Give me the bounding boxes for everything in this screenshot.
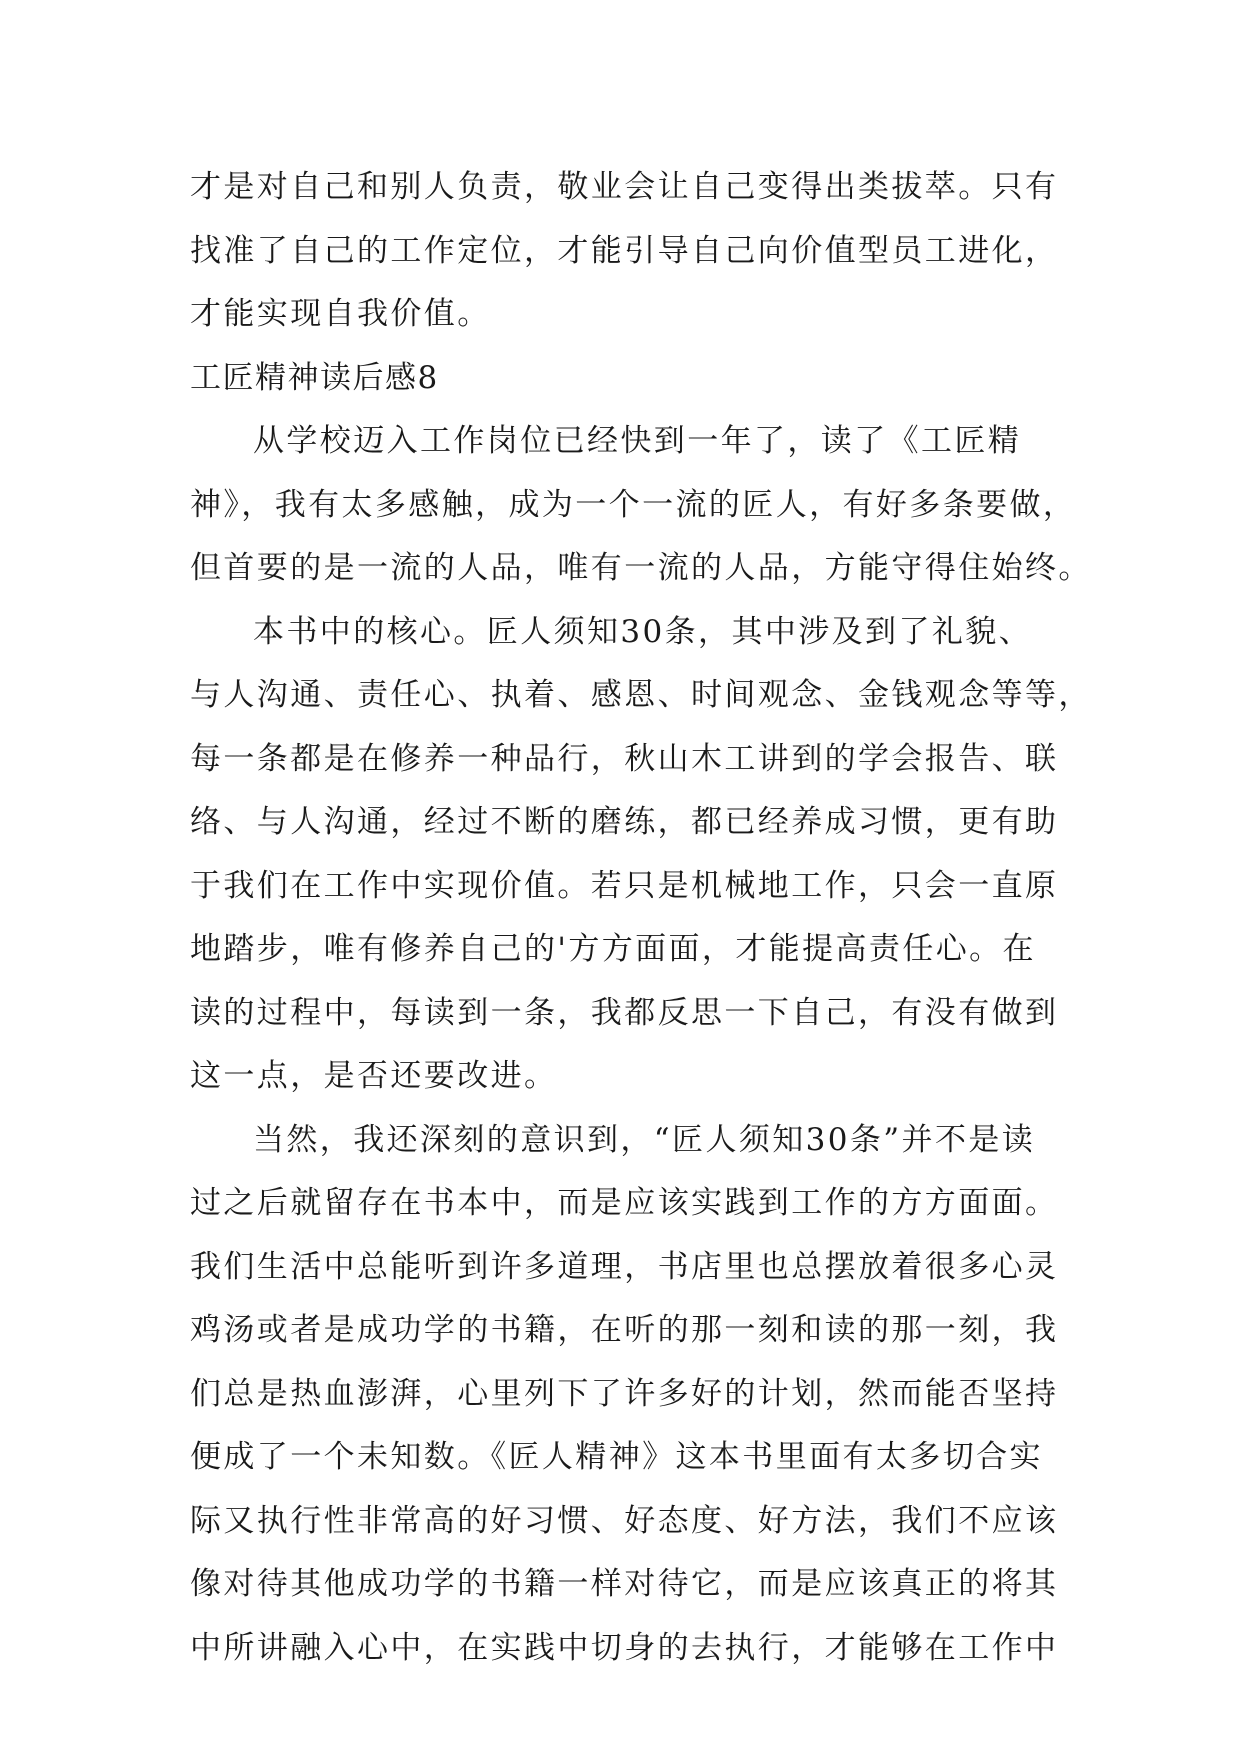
document-body [190,156,1090,1680]
text-line: 读的过程中，每读到一条，我都反思一下自己，有没有做到 [190,994,1059,1031]
text-line: 鸡汤或者是成功学的书籍，在听的那一刻和读的那一刻，我 [190,1312,1059,1348]
text-line: 与人沟通、责任心、执着、感恩、时间观念、金钱观念等等， [190,677,1092,713]
text-line: 才是对自己和别人负责，敬业会让自己变得出类拔萃。只有 [190,169,1059,205]
paragraph-reflection [190,1109,1090,1681]
text-line: 当然，我还深刻的意识到，“匠人须知30条”并不是读 [253,1121,1036,1158]
text-line: 像对待其他成功学的书籍一样对待它，而是应该真正的将其 [190,1566,1059,1602]
text-line: 际又执行性非常高的好习惯、好态度、好方法，我们不应该 [190,1502,1059,1539]
paragraph-core [190,601,1090,1109]
text-line: 我们生活中总能听到许多道理，书店里也总摆放着很多心灵 [190,1248,1059,1285]
text-line: 过之后就留存在书本中，而是应该实践到工作的方方面面。 [190,1185,1059,1221]
text-line: 神》，我有太多感触，成为一个一流的匠人，有好多条要做， [190,486,1077,523]
text-line: 每一条都是在修养一种品行，秋山木工讲到的学会报告、联 [190,740,1059,777]
paragraph-intro [190,410,1090,601]
text-line: 但首要的是一流的人品，唯有一流的人品，方能守得住始终。 [190,550,1092,586]
text-line: 络、与人沟通，经过不断的磨练，都已经养成习惯，更有助 [190,804,1059,840]
text-line: 找准了自己的工作定位，才能引导自己向价值型员工进化， [190,232,1059,269]
text-line: 们总是热血澎湃，心里列下了许多好的计划，然而能否坚持 [190,1375,1059,1412]
text-line: 本书中的核心。匠人须知30条，其中涉及到了礼貌、 [253,613,1033,650]
text-line: 便成了一个未知数。《匠人精神》这本书里面有太多切合实 [190,1439,1043,1475]
text-line: 这一点，是否还要改进。 [190,1058,558,1094]
text-line: 地踏步，唯有修养自己的'方方面面，才能提高责任心。在 [190,931,1036,967]
text-line: 才能实现自我价值。 [190,296,491,332]
text-line: 从学校迈入工作岗位已经快到一年了，读了《工匠精 [253,423,1022,459]
text-line: 中所讲融入心中，在实践中切身的去执行，才能够在工作中 [190,1629,1059,1666]
text-line: 于我们在工作中实现价值。若只是机械地工作，只会一直原 [190,867,1059,904]
continuation-paragraph [190,156,1090,347]
section-title: 工匠精神读后感8 [190,359,439,396]
